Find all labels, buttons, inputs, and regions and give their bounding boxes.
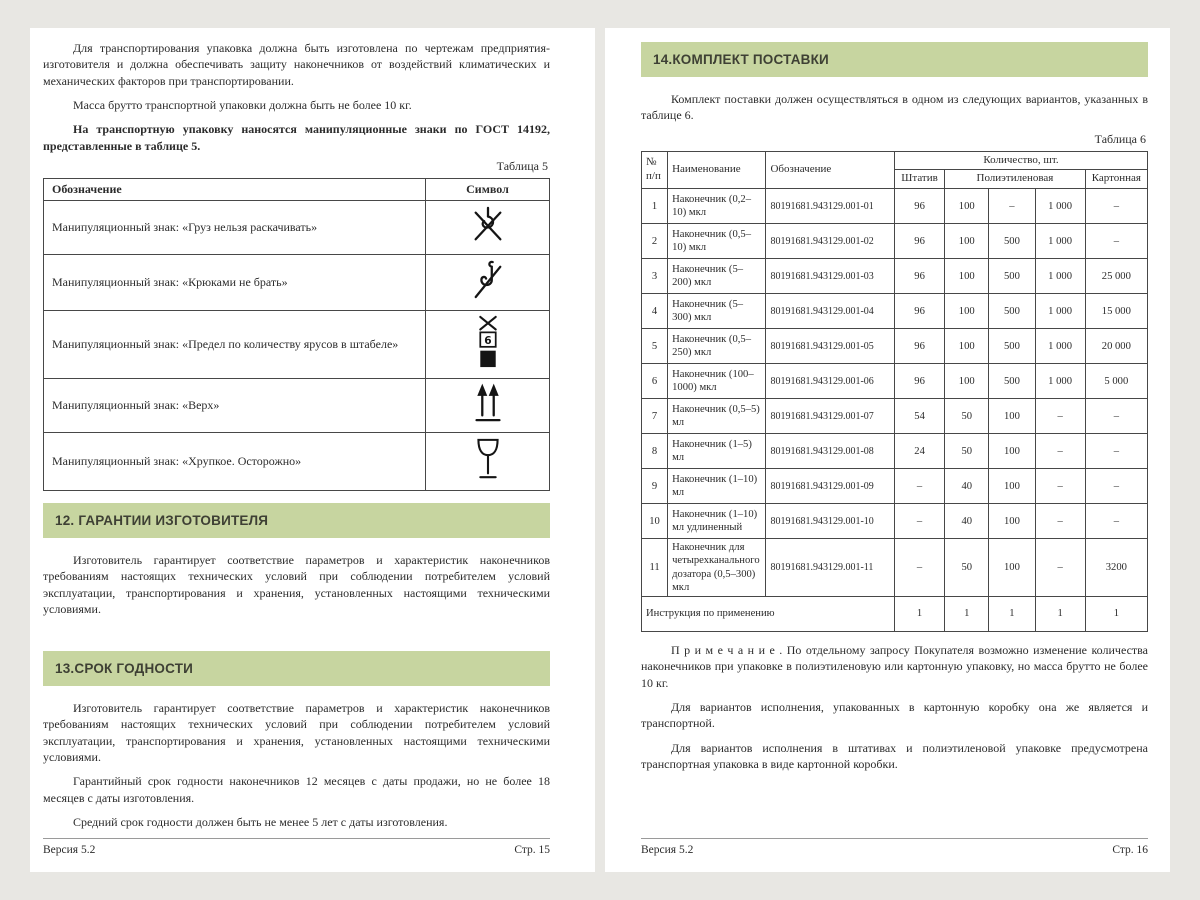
qty-poly-3: – <box>1035 434 1085 469</box>
item-designation: 80191681.943129.001-07 <box>766 399 895 434</box>
delivery-set-table <box>641 151 1148 632</box>
row-num: 6 <box>642 364 668 399</box>
qty-poly-2: 500 <box>989 259 1035 294</box>
qty-shtativ: – <box>894 504 944 539</box>
qty-poly-1: 1 <box>945 597 989 632</box>
qty-carton: – <box>1085 469 1147 504</box>
gross-weight-paragraph: Масса брутто транспортной упаковки должна быть не более 10 кг. <box>73 97 412 112</box>
section-13-header: 13.СРОК ГОДНОСТИ <box>43 651 550 686</box>
item-name: Наконечник (0,5–250) мкл <box>668 329 766 364</box>
table5-caption: Таблица 5 <box>496 158 548 173</box>
qty-poly-3: – <box>1035 399 1085 434</box>
sign-symbol-cell <box>426 432 550 490</box>
sign-row <box>44 200 550 254</box>
sign-row <box>44 254 550 310</box>
supply-row <box>642 504 1148 539</box>
page-16 <box>605 28 1170 872</box>
sign-row <box>44 310 550 378</box>
version-label: Версия 5.2 <box>43 844 96 856</box>
qty-carton: 15 000 <box>1085 294 1147 329</box>
note-paragraph: П р и м е ч а н и е . По отдельному запросу Покупателя возможно изменение количества наконечников при упаковке в полиэтиленовую или картонную упаковку, но масса брутто не более 10 кг. <box>641 643 1148 690</box>
item-designation: 80191681.943129.001-09 <box>766 469 895 504</box>
sign-label: Манипуляционный знак: «Предел по количеству ярусов в штабеле» <box>44 310 426 378</box>
supply-row <box>642 399 1148 434</box>
qty-poly-1: 50 <box>945 434 989 469</box>
page-15 <box>30 28 595 872</box>
qty-poly-2: 1 <box>989 597 1035 632</box>
stacking-limit-icon <box>471 315 505 369</box>
this-way-up-icon <box>470 383 506 423</box>
item-name: Наконечник (100–1000) мкл <box>668 364 766 399</box>
qty-shtativ: 96 <box>894 259 944 294</box>
sign-label: Манипуляционный знак: «Крюками не брать» <box>44 254 426 310</box>
qty-poly-3: 1 000 <box>1035 224 1085 259</box>
shelf-life-paragraph-1: Изготовитель гарантирует соответствие параметров и характеристик наконечников требованиям настоящих технических условий при соблюдении потребителем условий эксплуатации, транспортирования и хранения, установленных настоящими техническими условиями. <box>43 701 550 765</box>
qty-poly-2: 100 <box>989 399 1035 434</box>
row-num: 1 <box>642 189 668 224</box>
fragile-icon <box>473 437 503 481</box>
sign-label: Манипуляционный знак: «Груз нельзя раскачивать» <box>44 200 426 254</box>
row-num: 8 <box>642 434 668 469</box>
qty-poly-2: 500 <box>989 294 1035 329</box>
page-footer <box>43 838 550 856</box>
qty-poly-1: 100 <box>945 329 989 364</box>
col-header-designation: Обозначение <box>44 178 426 200</box>
do-not-swing-icon <box>469 205 507 245</box>
qty-shtativ: 96 <box>894 189 944 224</box>
col-header-name: Наименование <box>668 151 766 189</box>
qty-poly-1: 40 <box>945 504 989 539</box>
qty-poly-3: 1 000 <box>1035 329 1085 364</box>
col-header-carton: Картонная <box>1085 170 1147 189</box>
qty-poly-3: 1 000 <box>1035 189 1085 224</box>
qty-poly-2: 100 <box>989 539 1035 597</box>
qty-poly-2: 500 <box>989 364 1035 399</box>
qty-carton: – <box>1085 399 1147 434</box>
qty-shtativ: – <box>894 469 944 504</box>
svg-text:6: 6 <box>483 334 492 347</box>
shelf-life-paragraph-2: Гарантийный срок годности наконечников 12 месяцев с даты продажи, но не более 18 месяцев с даты изготовления. <box>43 774 550 805</box>
qty-shtativ: 96 <box>894 364 944 399</box>
qty-poly-2: 100 <box>989 434 1035 469</box>
qty-carton: 3200 <box>1085 539 1147 597</box>
item-name: Наконечник (1–5) мл <box>668 434 766 469</box>
qty-carton: 1 <box>1085 597 1147 632</box>
row-num: 2 <box>642 224 668 259</box>
qty-shtativ: 24 <box>894 434 944 469</box>
version-label: Версия 5.2 <box>641 844 694 856</box>
qty-poly-3: 1 000 <box>1035 259 1085 294</box>
supply-row <box>642 259 1148 294</box>
item-name: Наконечник (1–10) мл <box>668 469 766 504</box>
qty-shtativ: – <box>894 539 944 597</box>
item-designation: 80191681.943129.001-06 <box>766 364 895 399</box>
qty-poly-3: – <box>1035 469 1085 504</box>
section-12-header: 12. ГАРАНТИИ ИЗГОТОВИТЕЛЯ <box>43 503 550 538</box>
qty-carton: – <box>1085 224 1147 259</box>
row-num: 7 <box>642 399 668 434</box>
item-name: Наконечник (5–300) мкл <box>668 294 766 329</box>
row-num: 11 <box>642 539 668 597</box>
qty-poly-1: 100 <box>945 189 989 224</box>
col-header-designation: Обозначение <box>766 151 895 189</box>
item-designation: 80191681.943129.001-10 <box>766 504 895 539</box>
table6-caption: Таблица 6 <box>1094 131 1146 146</box>
warranty-paragraph: Изготовитель гарантирует соответствие параметров и характеристик наконечников требованиям настоящих технических условий при соблюдении потребителем условий эксплуатации, транспортирования и хранения, установленных настоящими техническими условиями. <box>43 552 550 616</box>
sign-symbol-cell <box>426 200 550 254</box>
item-name: Наконечник (1–10) мл удлиненный <box>668 504 766 539</box>
table6-header-row-1 <box>642 151 1148 170</box>
item-designation: 80191681.943129.001-01 <box>766 189 895 224</box>
sign-symbol-cell <box>426 310 550 378</box>
sign-symbol-cell <box>426 378 550 432</box>
col-header-polyethylene: Полиэтиленовая <box>945 170 1086 189</box>
qty-poly-1: 100 <box>945 294 989 329</box>
qty-carton: – <box>1085 434 1147 469</box>
item-name: Наконечник (5–200) мкл <box>668 259 766 294</box>
supply-row <box>642 364 1148 399</box>
row-num: 9 <box>642 469 668 504</box>
qty-poly-2: 100 <box>989 504 1035 539</box>
shelf-life-paragraph-3: Средний срок годности должен быть не менее 5 лет с даты изготовления. <box>73 815 448 829</box>
row-num: 10 <box>642 504 668 539</box>
item-designation: 80191681.943129.001-05 <box>766 329 895 364</box>
sign-symbol-cell <box>426 254 550 310</box>
page-number: Стр. 15 <box>514 844 550 856</box>
page-number: Стр. 16 <box>1112 844 1148 856</box>
qty-poly-1: 40 <box>945 469 989 504</box>
col-header-shtativ: Штатив <box>894 170 944 189</box>
qty-poly-3: – <box>1035 539 1085 597</box>
row-num: 3 <box>642 259 668 294</box>
section-14-header: 14.КОМПЛЕКТ ПОСТАВКИ <box>641 42 1148 77</box>
item-designation: 80191681.943129.001-04 <box>766 294 895 329</box>
row-num: 5 <box>642 329 668 364</box>
qty-carton: – <box>1085 504 1147 539</box>
supply-row <box>642 434 1148 469</box>
qty-poly-3: – <box>1035 504 1085 539</box>
table6-body <box>642 189 1148 632</box>
item-designation: 80191681.943129.001-11 <box>766 539 895 597</box>
sign-label: Манипуляционный знак: «Верх» <box>44 378 426 432</box>
item-designation: 80191681.943129.001-08 <box>766 434 895 469</box>
sign-label: Манипуляционный знак: «Хрупкое. Осторожно» <box>44 432 426 490</box>
qty-poly-1: 50 <box>945 539 989 597</box>
qty-poly-3: 1 <box>1035 597 1085 632</box>
transport-paragraph: Для транспортирования упаковка должна быть изготовлена по чертежам предприятия-изготовителя и должна обеспечивать защиту наконечников от воздействий климатических и механических факторов при транспортировании. <box>43 41 550 88</box>
qty-poly-3: 1 000 <box>1035 364 1085 399</box>
delivery-intro-paragraph: Комплект поставки должен осуществляться в одном из следующих вариантов, указанных в таблице 6. <box>641 92 1148 123</box>
item-name: Наконечник для четырехканального дозатора (0,5–300) мкл <box>668 539 766 597</box>
qty-poly-2: 100 <box>989 469 1035 504</box>
page-footer <box>641 838 1148 856</box>
supply-row <box>642 294 1148 329</box>
qty-shtativ: 1 <box>894 597 944 632</box>
qty-carton: – <box>1085 189 1147 224</box>
qty-shtativ: 96 <box>894 329 944 364</box>
col-header-quantity: Количество, шт. <box>894 151 1147 170</box>
item-designation: 80191681.943129.001-02 <box>766 224 895 259</box>
qty-carton: 25 000 <box>1085 259 1147 294</box>
supply-row <box>642 469 1148 504</box>
instruction-label: Инструкция по применению <box>642 597 895 632</box>
qty-poly-2: 500 <box>989 329 1035 364</box>
instruction-row <box>642 597 1148 632</box>
item-name: Наконечник (0,5–5) мл <box>668 399 766 434</box>
qty-poly-1: 100 <box>945 364 989 399</box>
qty-poly-2: – <box>989 189 1035 224</box>
carton-box-paragraph: Для вариантов исполнения, упакованных в картонную коробку она же является и транспортной. <box>641 700 1148 731</box>
qty-poly-1: 100 <box>945 224 989 259</box>
sign-row <box>44 378 550 432</box>
qty-shtativ: 96 <box>894 294 944 329</box>
supply-row <box>642 189 1148 224</box>
supply-row <box>642 539 1148 597</box>
table5-header-row <box>44 178 550 200</box>
item-name: Наконечник (0,2–10) мкл <box>668 189 766 224</box>
no-hooks-icon <box>471 259 505 301</box>
table5-body <box>44 200 550 490</box>
transport-box-paragraph: Для вариантов исполнения в штативах и полиэтиленовой упаковке предусмотрена транспортная упаковка в виде картонной коробки. <box>641 740 1148 771</box>
sign-row <box>44 432 550 490</box>
col-header-num: № п/п <box>642 151 668 189</box>
item-designation: 80191681.943129.001-03 <box>766 259 895 294</box>
qty-poly-2: 500 <box>989 224 1035 259</box>
supply-row <box>642 329 1148 364</box>
supply-row <box>642 224 1148 259</box>
manipulation-signs-table <box>43 178 550 491</box>
qty-shtativ: 54 <box>894 399 944 434</box>
qty-poly-1: 50 <box>945 399 989 434</box>
qty-poly-1: 100 <box>945 259 989 294</box>
row-num: 4 <box>642 294 668 329</box>
qty-shtativ: 96 <box>894 224 944 259</box>
qty-poly-3: 1 000 <box>1035 294 1085 329</box>
col-header-symbol: Символ <box>426 178 550 200</box>
qty-carton: 5 000 <box>1085 364 1147 399</box>
item-name: Наконечник (0,5–10) мкл <box>668 224 766 259</box>
qty-carton: 20 000 <box>1085 329 1147 364</box>
gost-signs-paragraph: На транспортную упаковку наносятся манипуляционные знаки по ГОСТ 14192, представленные в таблице 5. <box>43 122 550 153</box>
